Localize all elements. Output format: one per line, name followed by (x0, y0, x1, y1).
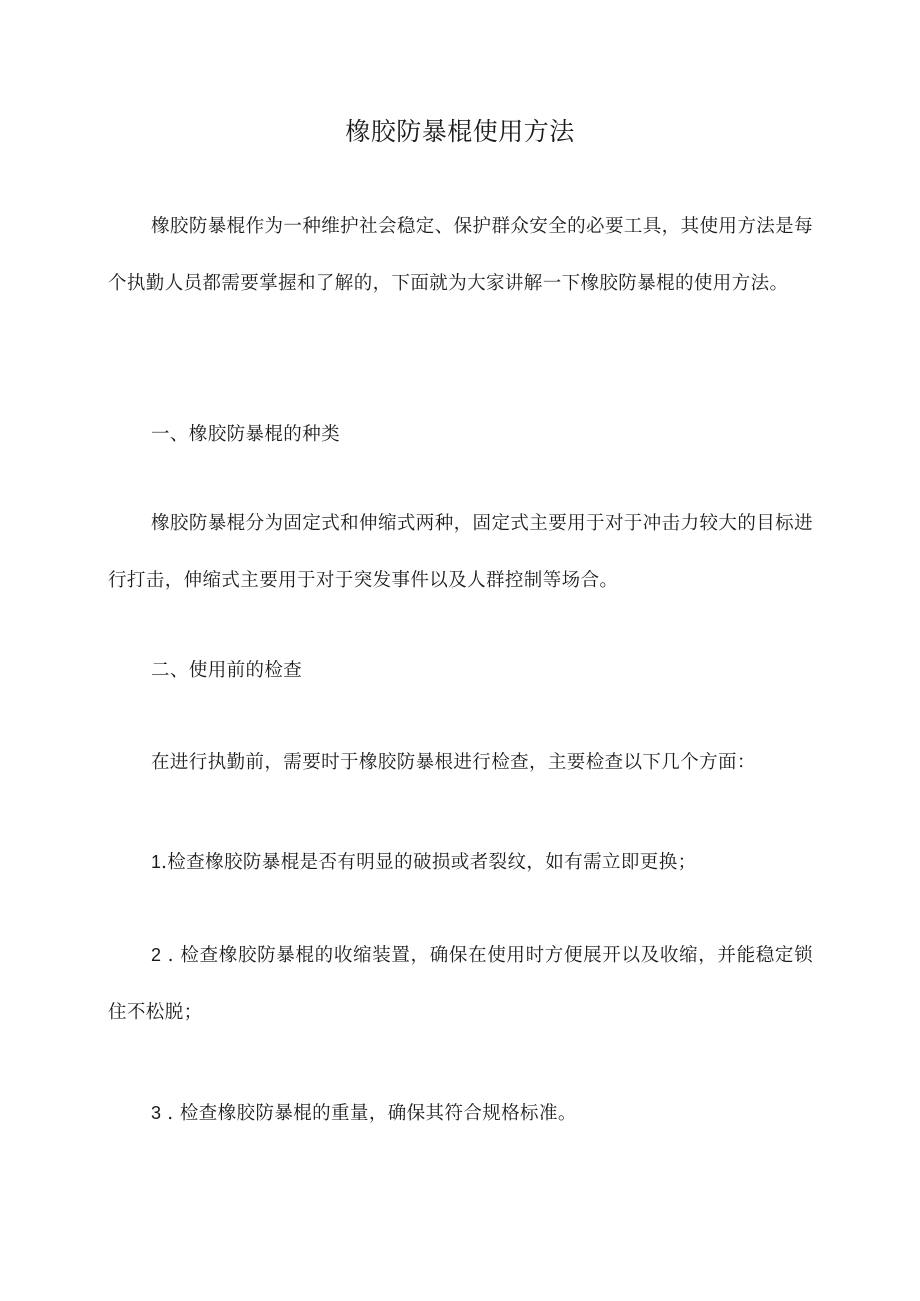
section-heading-inspection: 二、使用前的检查 (151, 660, 303, 681)
document-title: 橡胶防暴棍使用方法 (345, 117, 575, 146)
item-text: .检查橡胶防暴棍是否有明显的破损或者裂纹，如有需立即更换； (161, 852, 697, 873)
item-text: . 检查橡胶防暴棍的收缩装置，确保在使用时方便展开以及收缩，并能稳定锁住不松脱； (108, 945, 813, 1023)
inspection-item-1 (108, 834, 813, 891)
intro-paragraph: 橡胶防暴棍作为一种维护社会稳定、保护群众安全的必要工具，其使用方法是每个执勤人员都需要掌握和了解的，下面就为大家讲解一下橡胶防暴棍的使用方法。 (108, 216, 813, 294)
types-paragraph: 橡胶防暴棍分为固定式和伸缩式两种，固定式主要用于对于冲击力较大的目标进行打击，伸缩式主要用于对于突发事件以及人群控制等场合。 (108, 513, 813, 591)
inspection-item-2 (108, 927, 813, 1041)
item-number: 3 (151, 1103, 162, 1123)
section-heading-types: 一、橡胶防暴棍的种类 (151, 424, 341, 445)
item-number: 1 (151, 852, 162, 872)
inspection-intro-paragraph: 在进行执勤前，需要时于橡胶防暴根进行检查，主要检查以下几个方面： (151, 752, 756, 773)
inspection-item-3 (108, 1085, 813, 1142)
item-number: 2 (151, 945, 162, 965)
item-text: . 检查橡胶防暴棍的重量，确保其符合规格标准。 (161, 1103, 577, 1124)
